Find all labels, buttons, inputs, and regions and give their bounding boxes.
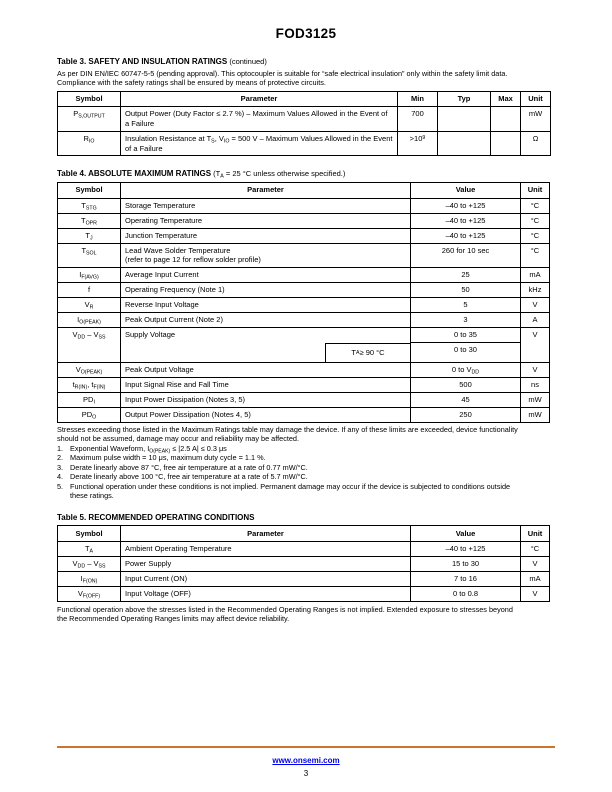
table3-intro: As per DIN EN/IEC 60747-5-5 (pending approval). This optocoupler is suitable for “safe electrical insulation” only within the safety limit data. Compliance with the safety ratings shall be ensured by means of protective circuits. [57,68,508,88]
table5-heading-bold: Table 5. RECOMMENDED OPERATING CONDITIONS [57,512,255,522]
parameter-cell: Reverse Input Voltage [121,298,411,313]
typ-cell [438,131,491,156]
unit-cell: mW [521,107,551,132]
max-cell [491,131,521,156]
parameter-cell: Average Input Current [121,268,411,283]
table-row [58,268,550,283]
symbol-cell: $P_{S,OUTPUT}$ [58,107,121,132]
symbol-cell: $T_{OPR}$ [58,213,121,228]
column-header-symbol: Symbol [58,526,121,542]
table3-heading [57,57,555,67]
parameter-cell: Operating Frequency (Note 1) [121,283,411,298]
page-content [57,57,555,624]
table-row [58,586,550,601]
parameter-cell: Lead Wave Solder Temperature (refer to page 12 for reflow solder profile) [121,243,411,268]
table-row [58,228,550,243]
value-cell: 7 to 16 [411,571,521,586]
symbol-cell: $I_{F(ON)}$ [58,571,121,586]
note-item [57,463,555,472]
table-row [58,198,550,213]
value-cell: 45 [411,392,521,407]
column-header-parameter: Parameter [121,91,398,107]
stress-footnote: Stresses exceeding those listed in the Maximum Ratings table may damage the device. If any of these limits are exceeded, device functionality should not be assumed, damage may occur and reliability may be affected. [57,424,518,444]
unit-cell: mA [521,571,550,586]
parameter-cell: Operating Temperature [121,213,411,228]
unit-cell: ns [521,377,550,392]
value-cell: 5 [411,298,521,313]
value-cell: –40 to +125 [411,228,521,243]
parameter-cell: Input Power Dissipation (Notes 3, 5) [121,392,411,407]
value-cell: 260 for 10 sec [411,243,521,268]
symbol-cell: $I_{F(AVG)}$ [58,268,121,283]
parameter-cell: Insulation Resistance at $T_S$, $V_{IO} = 500$ V – Maximum Values Allowed in the Event of a Failure [121,131,398,156]
typ-cell [438,107,491,132]
symbol-cell: $R_{IO}$ [58,131,121,156]
symbol-cell: $I_{O(PEAK)}$ [58,313,121,328]
unit-cell: V [521,298,550,313]
value-cell: 25 [411,268,521,283]
note-number: 1. [57,443,64,453]
unit-cell: mW [521,407,550,422]
table-row-supply-voltage-condition [58,343,550,363]
value-cell: 3 [411,313,521,328]
column-header-value: Value [411,182,521,198]
column-header-unit: Unit [521,182,550,198]
table4-heading-bold: Table 4. ABSOLUTE MAXIMUM RATINGS [57,169,212,179]
parameter-cell: Junction Temperature [121,228,411,243]
note-number: 5. [57,481,64,491]
table-row [58,298,550,313]
symbol-cell: $T_{SOL}$ [58,243,121,268]
unit-cell: °C [521,213,550,228]
note-item [57,482,555,501]
value-cell: 50 [411,283,521,298]
unit-cell: °C [521,198,550,213]
value-cell: 500 [411,377,521,392]
table-row [58,243,550,268]
note-text: Derate linearly above 87 °C, free air temperature at a rate of 0.77 mW/°C. [70,462,308,472]
min-cell: $>10^9$ [398,131,438,156]
table-row [58,556,550,571]
table-row [58,362,550,377]
value-cell: –40 to +125 [411,213,521,228]
parameter-cell: Input Current (ON) [121,571,411,586]
page-number: 3 [303,769,309,778]
column-header-symbol: Symbol [58,182,121,198]
column-header-max: Max [491,91,521,107]
value-cell: 0 to 30 [411,343,521,363]
recommended-operating-conditions-table [57,525,550,602]
value-cell: 250 [411,407,521,422]
column-header-parameter: Parameter [121,526,411,542]
table-row-supply-voltage [58,328,550,343]
column-header-parameter: Parameter [121,182,411,198]
note-number: 3. [57,462,64,472]
table-row [58,213,550,228]
safety-insulation-table [57,91,551,157]
unit-cell: °C [521,228,550,243]
parameter-cell: Input Voltage (OFF) [121,586,411,601]
parameter-cell: Peak Output Voltage [121,362,411,377]
note-text: Maximum pulse width = 10 μs, maximum duty cycle = 1.1 %. [70,453,266,463]
table-row [58,131,551,156]
condition-cell [121,343,411,363]
table3-heading-bold: Table 3. SAFETY AND INSULATION RATINGS [57,57,228,66]
table-row [58,313,550,328]
column-header-unit: Unit [521,526,550,542]
max-cell [491,107,521,132]
table-row [58,407,550,422]
parameter-cell: Output Power (Duty Factor ≤ 2.7 %) – Maximum Values Allowed in the Event of a Failure [121,107,398,132]
parameter-cell: Power Supply [121,556,411,571]
symbol-cell: $T_J$ [58,228,121,243]
onsemi-link[interactable]: www.onsemi.com [272,756,340,765]
parameter-cell: Peak Output Current (Note 2) [121,313,411,328]
note-text: Derate linearly above 100 °C, free air temperature at a rate of 5.7 mW/°C. [70,472,308,482]
symbol-cell: $PD_I$ [58,392,121,407]
note-item [57,444,555,453]
unit-cell: mA [521,268,550,283]
symbol-cell: $T_{STG}$ [58,198,121,213]
symbol-cell: $T_A$ [58,541,121,556]
table4-heading [57,169,555,179]
value-cell: –40 to +125 [411,541,521,556]
table-row [58,571,550,586]
parameter-cell: Supply Voltage [121,328,411,343]
table-row [58,377,550,392]
unit-cell: V [521,586,550,601]
unit-cell: °C [521,541,550,556]
table-header-row [58,526,550,542]
parameter-cell: Ambient Operating Temperature [121,541,411,556]
unit-cell: Ω [521,131,551,156]
parameter-cell: Output Power Dissipation (Notes 4, 5) [121,407,411,422]
symbol-cell: $V_{O(PEAK)}$ [58,362,121,377]
column-header-min: Min [398,91,438,107]
note-item [57,472,555,481]
symbol-cell: $PD_O$ [58,407,121,422]
table-row [58,541,550,556]
table-header-row [58,182,550,198]
page-footer [57,746,555,778]
symbol-cell: $t_{R(IN)}$, $t_{F(IN)}$ [58,377,121,392]
unit-cell: V [521,362,550,377]
condition-subcell: T A ≥ 90 °C [325,343,410,362]
unit-cell: V [521,556,550,571]
note-item [57,453,555,462]
value-cell: 0 to 35 [411,328,521,343]
parameter-cell: Storage Temperature [121,198,411,213]
symbol-cell: $V_{F(OFF)}$ [58,586,121,601]
symbol-cell: $V_{DD} - V_{SS}$ [58,328,121,363]
table4-notes [57,425,555,501]
table-row [58,107,551,132]
table4-heading-suffix: ($T_A = 25$ °C unless otherwise specified.) [211,169,346,180]
table-header-row [58,91,551,107]
symbol-cell: $V_R$ [58,298,121,313]
note-number: 4. [57,472,64,482]
unit-cell: °C [521,243,550,268]
table-row [58,283,550,298]
value-cell: 0 to $V_{DD}$ [411,362,521,377]
unit-cell: kHz [521,283,550,298]
table3-heading-suffix: (continued) [227,57,267,66]
footer-rule [57,746,555,748]
note-text: Functional operation under these conditions is not implied. Permanent damage may occur if the device is subjected to conditions outside these ratings. [70,481,511,501]
page-title: FOD3125 [275,26,337,41]
column-header-unit: Unit [521,91,551,107]
column-header-typ: Typ [438,91,491,107]
table5-heading [57,513,555,523]
column-header-symbol: Symbol [58,91,121,107]
value-cell: –40 to +125 [411,198,521,213]
table-row [58,392,550,407]
note-number: 2. [57,453,64,463]
value-cell: 15 to 30 [411,556,521,571]
absolute-maximum-ratings-table [57,182,550,423]
value-cell: 0 to 0.8 [411,586,521,601]
symbol-cell: f [58,283,121,298]
min-cell: 700 [398,107,438,132]
column-header-value: Value [411,526,521,542]
unit-cell: A [521,313,550,328]
symbol-cell: $V_{DD} - V_{SS}$ [58,556,121,571]
table5-footnote: Functional operation above the stresses listed in the Recommended Operating Ranges is not implied. Extended exposure to stresses beyond the Recommended Operating Ranges limits may affect device reliability. [57,604,513,624]
note-text: Exponential Waveform, $I_{O(PEAK)} \le |2.5$ A| ≤ 0.3 μs [70,443,227,454]
unit-cell: V [521,328,550,363]
unit-cell: mW [521,392,550,407]
parameter-cell: Input Signal Rise and Fall Time [121,377,411,392]
